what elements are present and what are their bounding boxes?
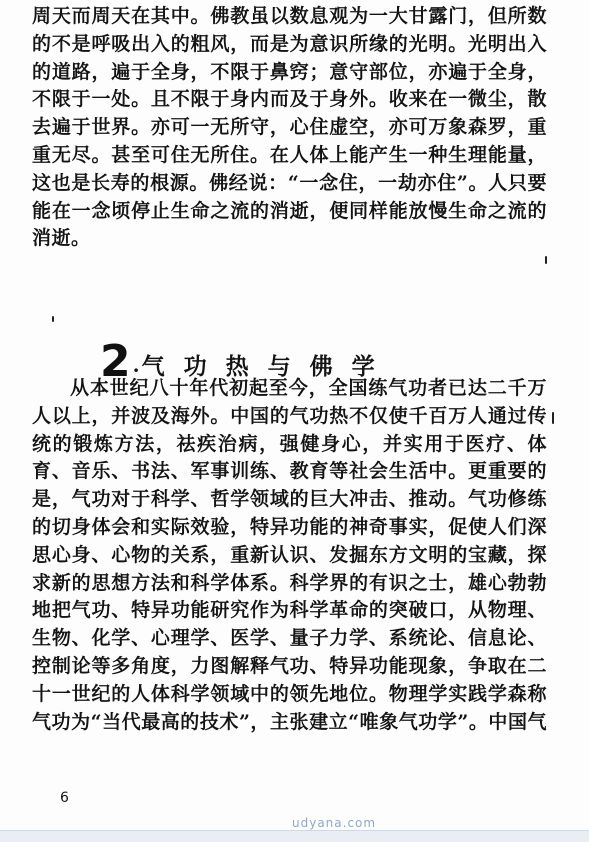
text-line: 从本世纪八十年代初起至今，全国练气功者已达二千万 [70, 377, 547, 399]
text-line: 消逝。 [32, 227, 91, 250]
text-line: 的不是呼吸出入的粗风，而是为意识所缘的光明。光明出入 [32, 32, 547, 55]
paragraph-1 [32, 3, 547, 253]
text-line: 控制论等多角度，力图解释气功、特异功能现象，争取在二 [32, 654, 547, 677]
text-line: 的切身体会和实际效验，特异功能的神奇事实，促使人们深 [32, 515, 547, 538]
section-separator: · [132, 358, 140, 382]
text-line: 这也是长寿的根源。佛经说：“一念住，一劫亦住”。人只要 [32, 171, 547, 194]
text-line: 育、音乐、书法、军事训练、教育等社会生活中。更重要的 [32, 460, 547, 483]
text-line: 是，气功对于科学、哲学领域的巨大冲击、推动。气功修练 [32, 488, 547, 511]
text-line: 的道路，遍于全身，不限于鼻窍；意守部位，亦遍于全身， [32, 60, 547, 83]
text-line: 去遍于世界。亦可一无所守，心住虚空，亦可万象森罗，重 [32, 116, 547, 139]
text-line: 能在一念顷停止生命之流的消逝，便同样能放慢生命之流的 [32, 199, 547, 222]
watermark: udyana.com [292, 816, 377, 830]
text-line: 周天而周天在其中。佛教虽以数息观为一大甘露门，但所数 [32, 5, 547, 27]
text-line: 求新的思想方法和科学体系。科学界的有识之士，雄心勃勃 [32, 571, 547, 594]
scan-speck [545, 256, 547, 264]
text-line: 气功为“当代最高的技术”，主张建立“唯象气功学”。中国气 [32, 710, 547, 733]
scan-speck [552, 412, 554, 424]
section-title: 气功热与佛学 [141, 354, 394, 380]
page-number: 6 [60, 790, 69, 806]
text-line: 地把气功、特异功能研究作为科学革命的突破口，从物理、 [32, 599, 547, 622]
section-number: 2 [100, 336, 131, 387]
text-line: 十一世纪的人体科学领域中的领先地位。物理学实践学森称 [32, 682, 547, 705]
text-line: 不限于一处。且不限于身内而及于身外。收来在一微尘，散 [32, 88, 547, 111]
text-line: 生物、化学、心理学、医学、量子力学、系统论、信息论、 [32, 627, 547, 650]
text-line: 思心身、心物的关系，重新认识、发掘东方文明的宝藏，探 [32, 543, 547, 566]
scan-edge [0, 830, 589, 842]
text-line: 人以上，并波及海外。中国的气功热不仅使千百万人通过传 [32, 404, 547, 427]
paragraph-2 [32, 375, 547, 736]
text-line: 统的锻炼方法，祛疾治病，强健身心，并实用于医疗、体 [32, 432, 547, 455]
text-line: 重无尽。甚至可住无所住。在人体上能产生一种生理能量， [32, 143, 547, 166]
scan-speck [52, 316, 54, 322]
